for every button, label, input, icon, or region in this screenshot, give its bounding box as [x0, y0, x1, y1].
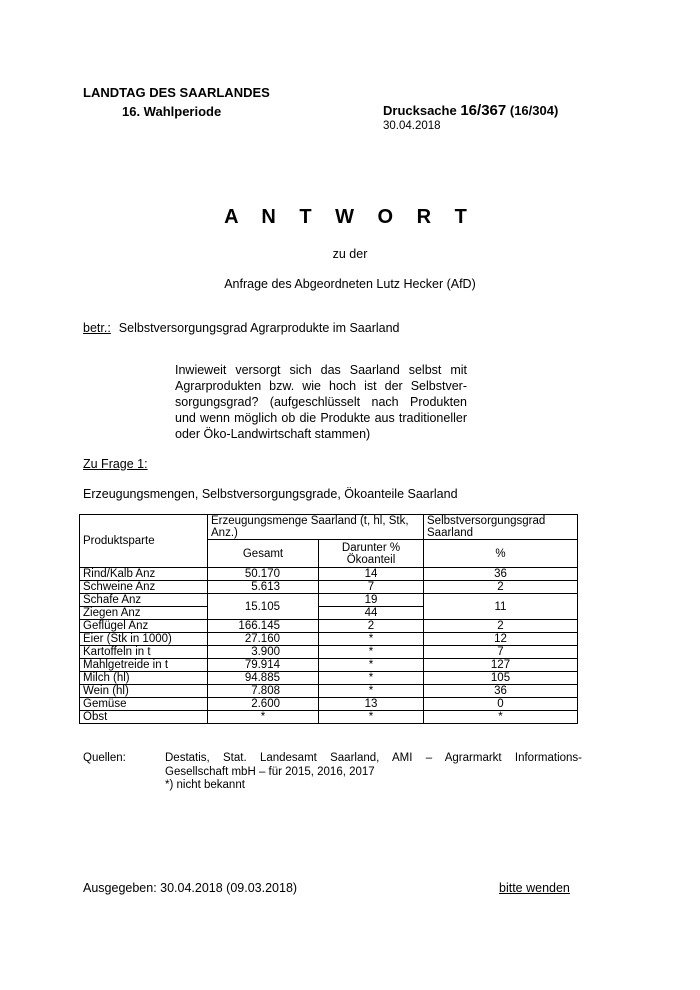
row-oeko: * — [319, 646, 424, 659]
row-gesamt: 5.613 — [208, 581, 319, 594]
table-row — [80, 685, 578, 698]
table-row — [80, 698, 578, 711]
row-gesamt: 166.145 — [208, 620, 319, 633]
row-oeko: 14 — [319, 568, 424, 581]
row-name: Obst — [80, 711, 208, 724]
drucksache-label-text: Drucksache — [383, 103, 457, 118]
quellen-line-2: Gesellschaft mbH – für 2015, 2016, 2017 — [165, 765, 375, 778]
zu-frage-heading: Zu Frage 1: — [83, 457, 148, 471]
header-produktsparte: Produktsparte — [80, 515, 208, 568]
row-gesamt: 15.105 — [208, 594, 319, 620]
row-name: Mahlgetreide in t — [80, 659, 208, 672]
row-name: Eier (Stk in 1000) — [80, 633, 208, 646]
document-date: 30.04.2018 — [383, 120, 441, 132]
table-row — [80, 568, 578, 581]
betreff-line — [83, 321, 400, 335]
row-oeko: * — [319, 659, 424, 672]
row-oeko: 7 — [319, 581, 424, 594]
quellen-text — [165, 752, 582, 793]
table-row — [80, 672, 578, 685]
row-grad: * — [424, 711, 578, 724]
wahlperiode-label: 16. Wahlperiode — [122, 104, 222, 119]
header-prozent: % — [424, 540, 578, 568]
header-erzeugungsmenge: Erzeugungsmenge Saarland (t, hl, Stk, Anz.) — [208, 515, 424, 540]
row-gesamt: 50.170 — [208, 568, 319, 581]
row-grad: 7 — [424, 646, 578, 659]
header-gesamt: Gesamt — [208, 540, 319, 568]
quellen-label: Quellen: — [83, 752, 126, 764]
bitte-wenden-link: bitte wenden — [499, 881, 570, 895]
quellen-line-1: Destatis, Stat. Landesamt Saarland, AMI – Agrarmarkt Informations- — [165, 752, 582, 764]
row-grad: 36 — [424, 685, 578, 698]
table-row — [80, 594, 578, 607]
row-grad: 0 — [424, 698, 578, 711]
header-selbstversorgungsgrad: Selbstversorgungsgrad Saarland — [424, 515, 578, 540]
table-row — [80, 633, 578, 646]
row-name: Gemüse — [80, 698, 208, 711]
table-row — [80, 711, 578, 724]
row-gesamt: * — [208, 711, 319, 724]
betreff-text: Selbstversorgungsgrad Agrarprodukte im Saarland — [118, 321, 400, 335]
row-oeko: * — [319, 711, 424, 724]
table-row — [80, 581, 578, 594]
row-oeko: 13 — [319, 698, 424, 711]
data-table — [79, 514, 578, 724]
drucksache-number: 16/367 — [460, 102, 507, 119]
quellen-note: *) nicht bekannt — [165, 779, 245, 791]
drucksache-label — [383, 102, 558, 119]
ausgegeben-date: Ausgegeben: 30.04.2018 (09.03.2018) — [83, 881, 298, 895]
table-caption: Erzeugungsmengen, Selbstversorgungsgrade, Ökoanteile Saarland — [83, 487, 458, 501]
row-gesamt: 3.900 — [208, 646, 319, 659]
row-gesamt: 94.885 — [208, 672, 319, 685]
drucksache-ref: (16/304) — [509, 103, 559, 118]
landtag-heading: LANDTAG DES SAARLANDES — [83, 85, 270, 100]
header-oekoanteil: Darunter % Ökoanteil — [319, 540, 424, 568]
row-oeko: * — [319, 672, 424, 685]
row-grad: 127 — [424, 659, 578, 672]
row-name: Geflügel Anz — [80, 620, 208, 633]
row-gesamt: 2.600 — [208, 698, 319, 711]
row-name: Rind/Kalb Anz — [80, 568, 208, 581]
row-grad: 2 — [424, 581, 578, 594]
row-oeko: 44 — [319, 607, 424, 620]
row-name: Ziegen Anz — [80, 607, 208, 620]
row-oeko: * — [319, 685, 424, 698]
row-name: Schafe Anz — [80, 594, 208, 607]
zu-der-text: zu der — [332, 247, 368, 261]
row-grad: 2 — [424, 620, 578, 633]
row-oeko: * — [319, 633, 424, 646]
table-row — [80, 646, 578, 659]
row-oeko: 2 — [319, 620, 424, 633]
row-grad: 36 — [424, 568, 578, 581]
row-grad: 11 — [424, 594, 578, 620]
page-title: A N T W O R T — [224, 206, 476, 228]
row-name: Kartoffeln in t — [80, 646, 208, 659]
row-grad: 12 — [424, 633, 578, 646]
table-header-row — [80, 515, 578, 540]
row-name: Wein (hl) — [80, 685, 208, 698]
row-gesamt: 7.808 — [208, 685, 319, 698]
betreff-label: betr.: — [83, 321, 111, 335]
row-name: Schweine Anz — [80, 581, 208, 594]
row-grad: 105 — [424, 672, 578, 685]
table-row — [80, 659, 578, 672]
row-gesamt: 79.914 — [208, 659, 319, 672]
row-name: Milch (hl) — [80, 672, 208, 685]
anfrage-text: Anfrage des Abgeordneten Lutz Hecker (AfD) — [224, 277, 476, 291]
row-gesamt: 27.160 — [208, 633, 319, 646]
question-text: Inwieweit versorgt sich das Saarland selbst mit Agrarprodukten bzw. wie hoch ist der Selbstversorgungsgrad? (aufgeschlüsselt nach Produkten und wenn möglich ob die Produkte aus traditioneller oder Öko-Landwirtschaft stammen) — [175, 363, 467, 441]
table-row — [80, 620, 578, 633]
row-oeko: 19 — [319, 594, 424, 607]
